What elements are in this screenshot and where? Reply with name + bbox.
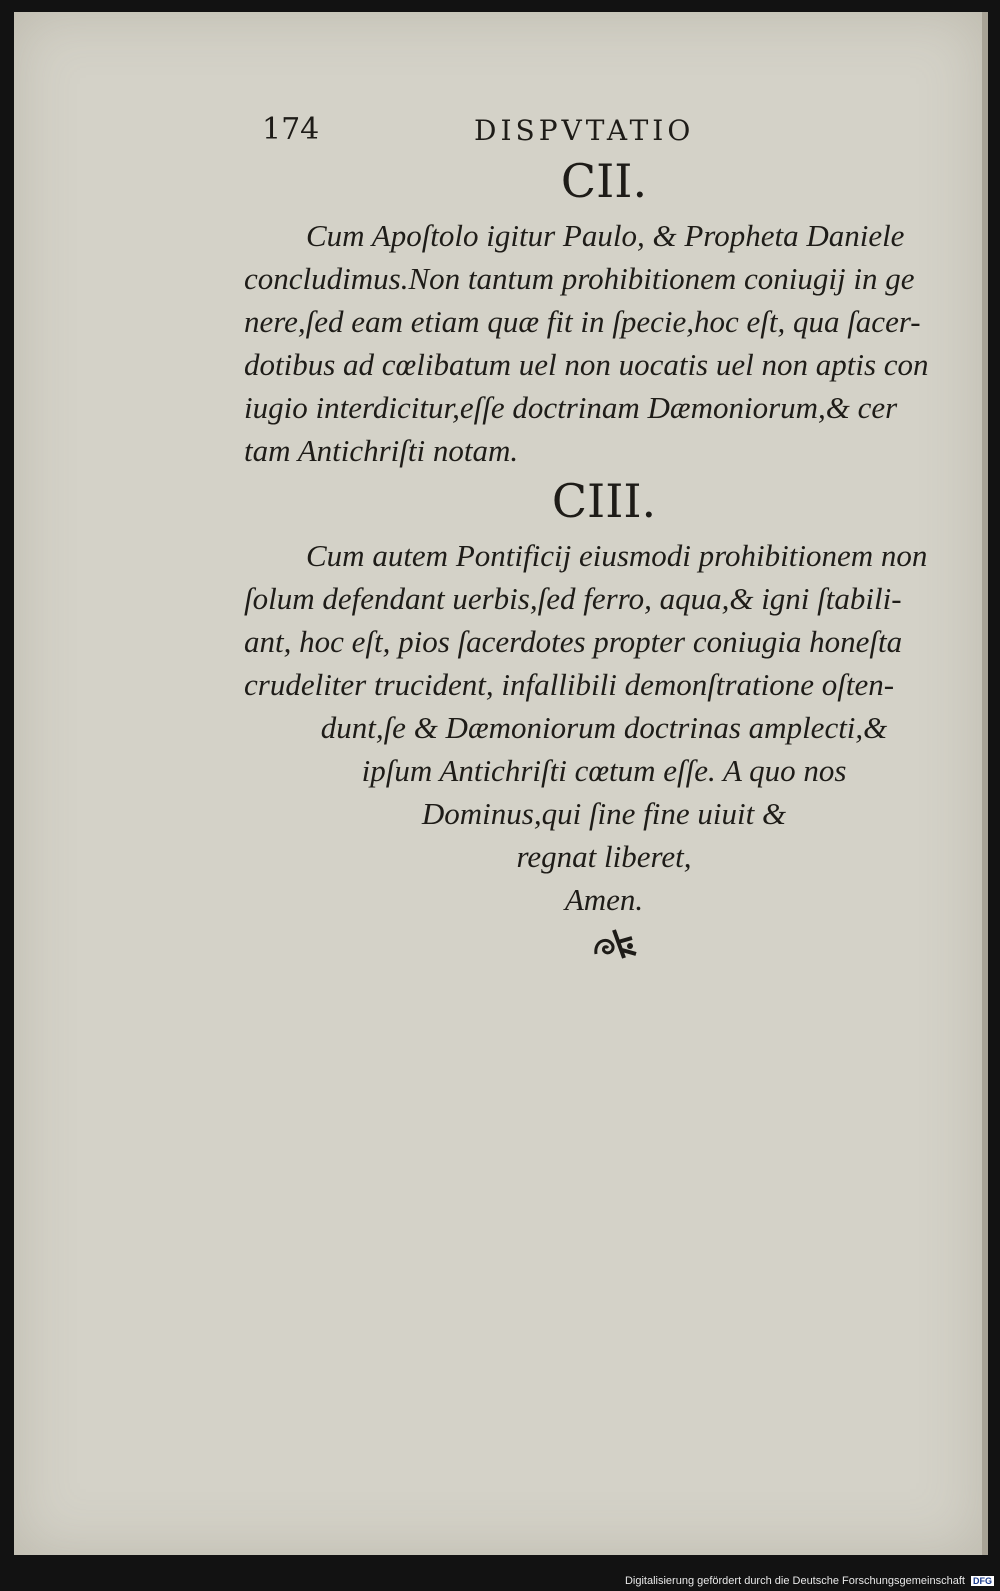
text-line: ſolum defendant uerbis,ſed ferro, aqua,& igni ſtabili- [244, 581, 902, 616]
text-line: dunt,ſe & Dæmoniorum doctrinas amplecti,& [320, 710, 888, 745]
thesis-cii [244, 154, 964, 472]
fleuron-icon [592, 924, 638, 964]
book-page [14, 12, 982, 1555]
page-edge [982, 12, 988, 1555]
text-line: nere,ſed eam etiam quæ fit in ſpecie,hoc eſt, qua ſacer- [244, 304, 921, 339]
text-line: Amen. [564, 882, 644, 917]
footer-credit [0, 1575, 994, 1587]
text-line: ant, hoc eſt, pios ſacerdotes propter coniugia honeſta [244, 624, 903, 659]
footer-text: Digitalisierung gefördert durch die Deutsche Forschungsgemeinschaft [624, 1575, 965, 1587]
text-line: Cum Apoſtolo igitur Paulo, & Propheta Daniele [306, 218, 905, 253]
text-line: Dominus,qui ſine fine uiuit & [421, 796, 787, 831]
text-line: dotibus ad cœlibatum uel non uocatis uel non aptis con [244, 347, 929, 382]
thesis-number: CIII. [551, 474, 657, 528]
text-line: crudeliter trucident, infallibili demonſtratione oſten- [244, 667, 895, 702]
text-line: ipſum Antichriſti cœtum eſſe. A quo nos [361, 753, 847, 788]
thesis-number: CII. [560, 154, 648, 208]
thesis-ciii [244, 474, 964, 921]
page-header [14, 112, 982, 152]
text-line: concludimus.Non tantum prohibitionem coniugij in ge [244, 261, 915, 296]
text-line: iugio interdicitur,eſſe doctrinam Dæmoniorum,& cer [244, 390, 898, 425]
text-line: Cum autem Pontificij eiusmodi prohibitionem non [306, 538, 928, 573]
text-line: regnat liberet, [516, 839, 692, 874]
page-number: 174 [262, 112, 320, 147]
text-line: tam Antichriſti notam. [244, 433, 519, 468]
dfg-logo: DFG [973, 1576, 992, 1587]
running-title: DISPVTATIO [474, 114, 695, 147]
